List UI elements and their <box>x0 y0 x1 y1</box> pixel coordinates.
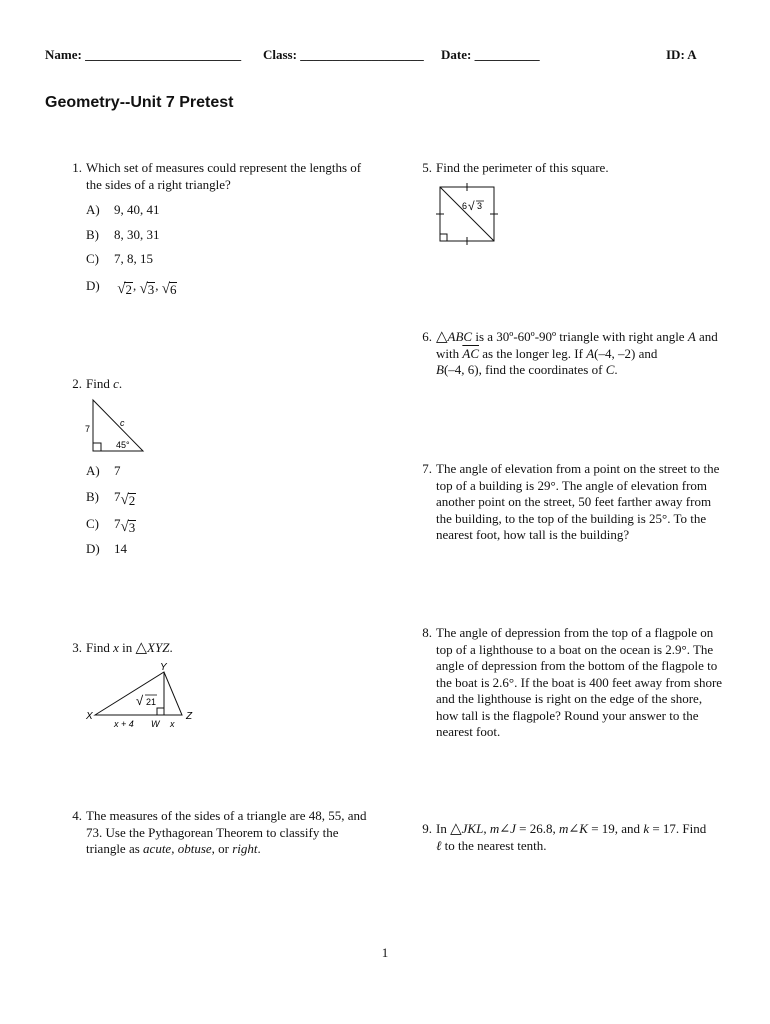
question-number: 8. <box>422 625 432 640</box>
choice-1d: D) √ 2 , √ 3 , √ 6 <box>86 278 177 297</box>
question-text: △ABC is a 30º-60º-90º triangle with right angle A and with $\overline{AC}$ as the longer leg. If A(–4, –2) and B(–4, 6), find the coordinates of C. <box>436 329 718 377</box>
radical: √ 2 <box>117 281 132 297</box>
choice-2a <box>86 463 121 479</box>
question-number: 5. <box>422 160 432 175</box>
radical-sign: √ <box>136 693 144 708</box>
choice-label: A) <box>86 463 100 478</box>
radical-sign: √ <box>468 199 475 213</box>
triangle-figure-q2 <box>80 398 150 456</box>
question-number: 9. <box>422 821 432 836</box>
diagonal-radicand-label: 3 <box>477 201 483 211</box>
class-field-label: Class: ___________________ <box>263 47 424 62</box>
diagonal-line <box>440 187 494 241</box>
choice-text: 7, 8, 15 <box>114 251 153 266</box>
choice-label: C) <box>86 516 99 531</box>
question-text: The measures of the sides of a triangle are 48, 55, and 73. Use the Pythagorean Theorem to classify the triangle as acute, obtuse, or right. <box>86 808 367 856</box>
question-number: 1. <box>72 160 82 175</box>
page-title: Geometry--Unit 7 Pretest <box>45 94 234 111</box>
square-figure-q5 <box>432 182 506 248</box>
radical: √ 3 <box>120 519 136 535</box>
radical: √ 3 <box>139 281 155 297</box>
question-text: Which set of measures could represent the lengths of the sides of a right triangle? <box>86 160 362 192</box>
page-number: 1 <box>381 945 389 960</box>
choice-2d <box>86 541 127 557</box>
choice-1a <box>86 202 160 218</box>
choice-text: 7 <box>114 463 121 478</box>
radical: √ 2 <box>120 492 136 508</box>
choice-label: A) <box>86 202 100 217</box>
question-number: 6. <box>422 329 432 344</box>
choice-text: 14 <box>114 541 127 556</box>
hypotenuse-label: c <box>120 418 125 428</box>
question-text: In △JKL, m∠J = 26.8, m∠K = 19, and k = 17. Find ℓ to the nearest tenth. <box>436 821 707 853</box>
right-angle-mark <box>93 443 101 451</box>
choice-1b <box>86 227 160 243</box>
vertex-z-label: Z <box>186 711 193 722</box>
triangle-figure-q3 <box>84 660 200 732</box>
choice-text: 9, 40, 41 <box>114 202 160 217</box>
choice-text: 8, 30, 31 <box>114 227 160 242</box>
point-w-label: W <box>151 719 160 729</box>
choice-label: B) <box>86 227 99 242</box>
vertex-y-label: Y <box>160 662 167 673</box>
date-field-label: Date: __________ <box>441 47 540 62</box>
segment-wz-label: x <box>170 719 175 729</box>
segment-xw-label: x + 4 <box>114 719 134 729</box>
choice-label: D) <box>86 541 100 556</box>
radical: √ 6 <box>161 281 177 297</box>
question-text: Find the perimeter of this square. <box>436 160 609 175</box>
choice-label: D) <box>86 278 100 293</box>
question-number: 3. <box>72 640 82 655</box>
choice-2b: B) 7 √ 2 <box>86 489 136 508</box>
right-angle-mark <box>157 708 164 715</box>
choice-2c: C) 7 √ 3 <box>86 516 136 535</box>
question-number: 2. <box>72 376 82 391</box>
choice-1c <box>86 251 153 267</box>
id-label: ID: A <box>666 47 697 62</box>
side-label: 7 <box>85 424 91 434</box>
choice-label: B) <box>86 489 99 504</box>
question-text: The angle of depression from the top of a flagpole on top of a lighthouse to a boat on the ocean is 2.9°. The angle of depression from the bottom of the flagpole to the boat is 2.6°. If the boat is 400 feet away from shore and the lighthouse is right on the edge of the shore, how tall is the flagpole? Round your answer to the nearest foot. <box>436 625 723 739</box>
question-text: Find x in △XYZ. <box>86 640 173 656</box>
choice-label: C) <box>86 251 99 266</box>
question-number: 7. <box>422 461 432 476</box>
name-field-label: Name: ________________________ <box>45 47 242 62</box>
question-number: 4. <box>72 808 82 823</box>
question-text: The angle of elevation from a point on the street to the top of a building is 29°. The angle of elevation from another point on the street, 50 feet farther away from the building, to the top of the building is 25°. To the nearest foot, how tall is the building? <box>436 461 720 542</box>
question-text: Find c. <box>86 376 123 391</box>
right-angle-mark <box>440 234 447 241</box>
angle-label: 45° <box>116 440 130 450</box>
diagonal-coef-label: 6 <box>462 201 468 211</box>
altitude-label: 21 <box>146 697 157 707</box>
vertex-x-label: X <box>86 711 93 722</box>
